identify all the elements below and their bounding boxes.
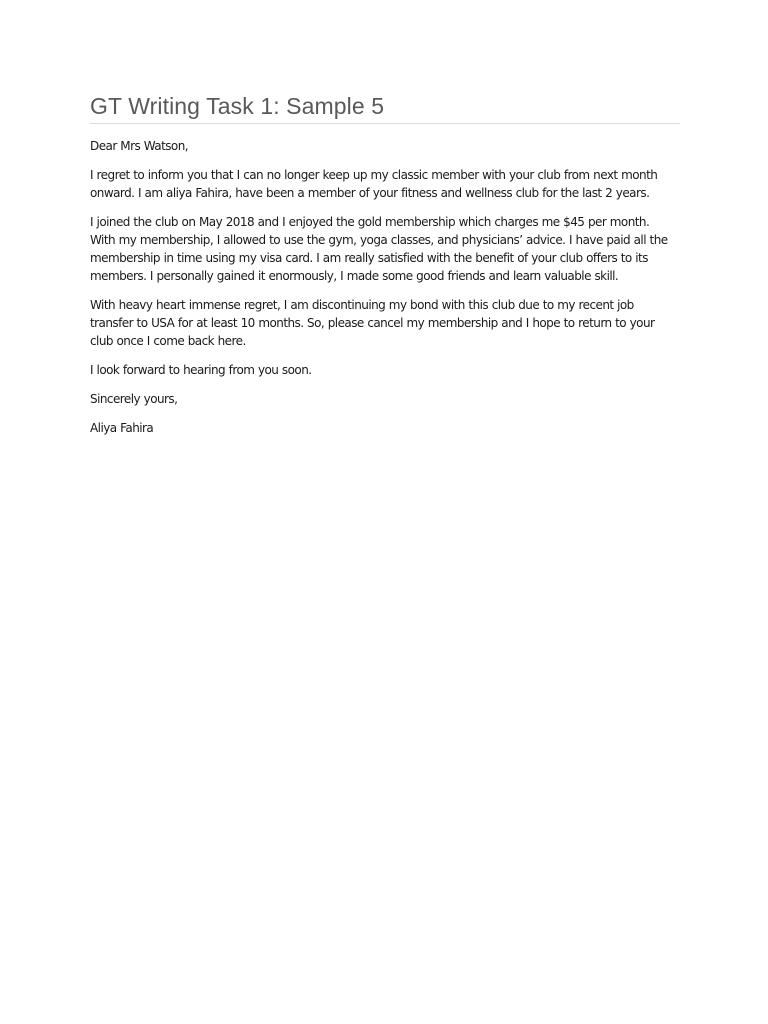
title-divider	[90, 123, 680, 124]
page-title: GT Writing Task 1: Sample 5	[90, 93, 385, 119]
closing-line: I look forward to hearing from you soon.	[90, 363, 312, 377]
paragraph-line: members. I personally gained it enormously, I made some good friends and learn valuable skill.	[90, 269, 619, 283]
paragraph-2	[90, 213, 670, 285]
paragraph-line: club once I come back here.	[90, 334, 246, 348]
paragraph-line: I regret to inform you that I can no longer keep up my classic member with your club from next month	[90, 168, 658, 182]
paragraph-line: membership in time using my visa card. I am really satisfied with the benefit of your club offers to its	[90, 251, 648, 265]
paragraph-line: onward. I am aliya Fahira, have been a member of your fitness and wellness club for the last 2 years.	[90, 186, 650, 200]
salutation: Dear Mrs Watson,	[90, 139, 189, 153]
paragraph-line: With heavy heart immense regret, I am discontinuing my bond with this club due to my recent job	[90, 298, 634, 312]
sign-off: Sincerely yours,	[90, 392, 178, 406]
paragraph-line: With my membership, I allowed to use the gym, yoga classes, and physicians’ advice. I have paid all the	[90, 233, 668, 247]
paragraph-line: transfer to USA for at least 10 months. So, please cancel my membership and I hope to return to your	[90, 316, 655, 330]
paragraph-1	[90, 166, 670, 202]
paragraph-line: I joined the club on May 2018 and I enjoyed the gold membership which charges me $45 per month.	[90, 215, 650, 229]
letter-body	[90, 137, 670, 448]
paragraph-3	[90, 296, 670, 350]
signature-name: Aliya Fahira	[90, 421, 154, 435]
